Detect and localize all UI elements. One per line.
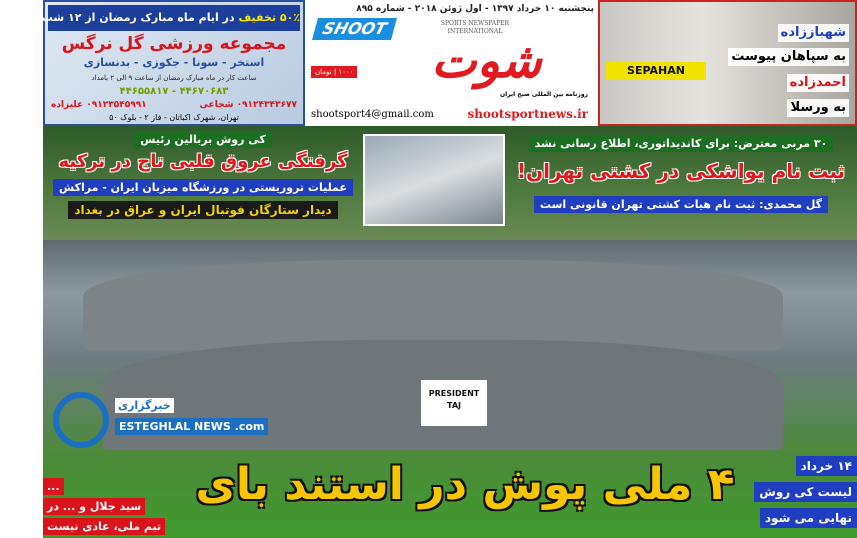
- ad-phones: ۴۴۶۷۰۶۸۳ - ۴۴۶۵۵۸۱۷: [119, 86, 229, 97]
- ad-title: مجموعه ورزشی گل نرگس: [61, 34, 287, 54]
- caption-3: احمدزاده: [787, 74, 849, 92]
- right-teaser-1: ۱۴ خرداد: [796, 456, 857, 476]
- ad-hours: ساعت کار در ماه مبارک رمضان از ساعت ۹ الی ۲ بامداد: [91, 74, 257, 82]
- subtitle: SPORTS NEWSPAPER INTERNATIONAL: [440, 20, 510, 35]
- watermark-brand: ESTEGHLAL NEWS .com: [115, 418, 268, 435]
- right-story: [505, 132, 857, 212]
- left-headline: گرفتگی عروق قلبی تاج در ترکیه: [58, 151, 348, 172]
- sepahan-photo: [598, 0, 857, 126]
- president-taj-shirt: PRESIDENT TAJ: [421, 380, 487, 426]
- issue-date: پنجشنبه ۱۰ خرداد ۱۳۹۷ - اول ژوئن ۲۰۱۸ - شماره ۸۹۵: [356, 4, 594, 14]
- right-teaser-3: نهایی می شود: [760, 508, 857, 528]
- left-teaser: [43, 478, 173, 538]
- newspaper-logo: شوت: [431, 33, 542, 89]
- right-teaser-2: لیست کی روش: [754, 482, 857, 502]
- watermark-logo-icon: [53, 392, 109, 448]
- ad-services: استخر - سونا - جکوزی - بدنسازی: [83, 56, 265, 69]
- right-headline: ثبت نام یواشکی در کشتی تهران!: [516, 159, 846, 183]
- left-kicker: کی روش بربالین رئیس: [134, 131, 272, 148]
- website-link[interactable]: shootsportnews.ir: [467, 107, 588, 121]
- right-sub: گل محمدی: ثبت نام هیات کشتی تهران قانونی است: [534, 196, 828, 213]
- main-headline: ۴ ملی پوش در استند بای: [195, 459, 735, 510]
- hospital-photo: [363, 134, 505, 226]
- left-sub-2: دیدار ستارگان فوتبال ایران و عراق در بغداد: [68, 201, 337, 219]
- daily-tagline: روزنامه بین المللی صبح ایران: [499, 91, 588, 98]
- advertisement: [0, 0, 305, 126]
- masthead: [305, 0, 598, 126]
- left-teaser-1: ...: [43, 478, 64, 495]
- left-sub-1: عملیات تروریستی در ورزشگاه میزبان ایران - مراکش: [53, 179, 353, 196]
- caption-4: به ورسلا: [787, 99, 849, 117]
- shoot-logo-latin: SHOOT: [312, 18, 397, 40]
- left-teaser-3: تیم ملی، عادی نیست: [43, 518, 165, 535]
- left-story: [43, 128, 363, 218]
- caption-2: به سپاهان پیوست: [728, 48, 849, 66]
- ad-address: تهران، شهرک اکباتان - فاز ۲ - بلوک ۵۰: [109, 113, 239, 122]
- sepahan-scarf: SEPAHAN: [606, 62, 706, 80]
- left-teaser-2: سید جلال و ... در: [43, 498, 145, 515]
- right-kicker: ۳۰ مربی معترض: برای کاندیداتوری، اطلاع رسانی نشد: [529, 135, 834, 152]
- right-teaser: [747, 456, 857, 538]
- watermark-fa: خبرگزاری: [115, 398, 174, 413]
- caption-1: شهباززاده: [778, 24, 849, 42]
- ad-banner: ۵۰٪ تخفیف در ایام ماه مبارک رمضان از ۱۲ شب تا سحر: [48, 5, 300, 31]
- ad-mobiles-row: ۰۹۱۲۴۳۴۳۶۷۷ شجاعی ۰۹۱۲۳۵۴۵۹۹۱ علیزاده: [51, 100, 297, 110]
- email: shootsport4@gmail.com: [311, 109, 434, 120]
- price: ۱۰۰۰ | تومان: [311, 66, 357, 78]
